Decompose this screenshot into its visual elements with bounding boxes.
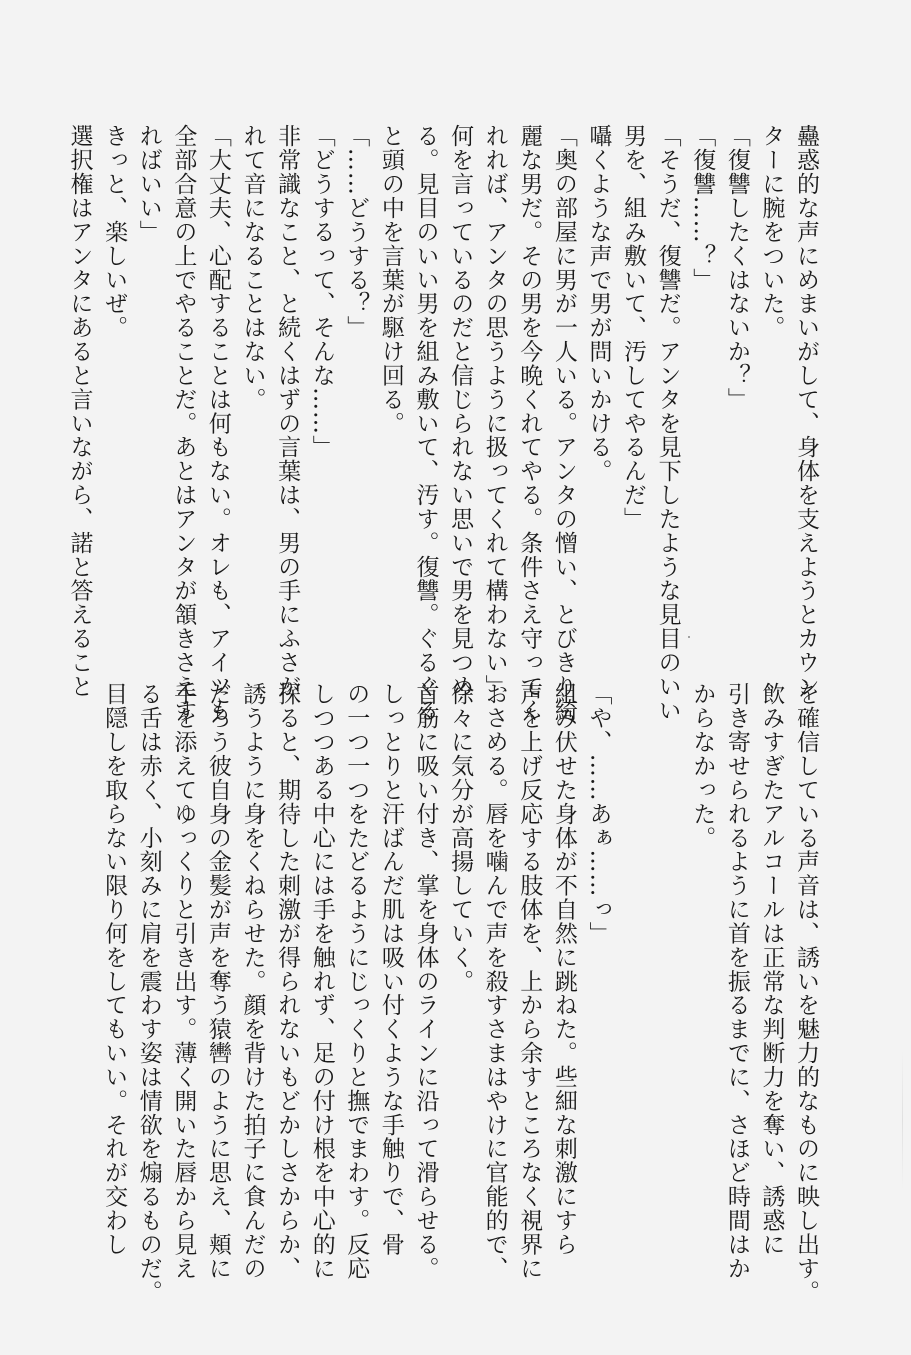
text-line: 引き寄せられるように首を振るまでに、さほど時間はか <box>723 682 750 1280</box>
text-line: 「復讐したくはないか？」 <box>723 124 750 412</box>
text-line: の一つ一つをたどるようにじっくりと撫でまわす。反応 <box>343 682 370 1280</box>
blank-line <box>615 682 650 1212</box>
text-block-lower <box>81 682 823 1304</box>
text-line: れて音になることはない。 <box>239 124 266 412</box>
text-line: れれば、アンタの思うように扱ってくれて構わない」 <box>481 124 508 699</box>
text-line: 徐々に気分が高揚していく。 <box>447 682 474 993</box>
text-line: 手を添えてゆっくりと引き出す。薄く開いた唇から見え <box>170 682 197 1280</box>
text-line: 目隠しを取らない限り何をしてもいい。それが交わし <box>101 682 128 1257</box>
text-line: 男を、組み敷いて、汚してやるんだ」 <box>620 124 647 531</box>
text-line: 探ると、期待した刺激が得られないもどかしさからか、 <box>274 682 301 1280</box>
text-line: しつつある中心には手を触れず、足の付け根を中心的に <box>308 682 335 1280</box>
text-line: 声を上げ反応する肢体を、上から余すところなく視界に <box>516 682 543 1280</box>
text-line: 囁くような声で男が問いかける。 <box>585 124 612 483</box>
text-line: 「奥の部屋に男が一人いる。アンタの憎い、とびきり綺 <box>550 124 577 722</box>
text-line: 「そうだ、復讐だ。アンタを見下したような見目のいい <box>654 124 681 722</box>
text-line: 何を言っているのだと信じられない思いで男を見つめ <box>447 124 474 699</box>
text-line: からなかった。 <box>689 682 716 850</box>
text-line: きっと、楽しいぜ。 <box>101 124 128 340</box>
text-line: しっとりと汗ばんだ肌は吸い付くような手触りで、骨 <box>377 682 404 1257</box>
text-line: 「や、……あぁ……っ」 <box>585 682 612 946</box>
text-line: 非常識なこと、と続くはずの言葉は、男の手にふさが <box>274 124 301 699</box>
text-line: だろう彼自身の金髪が声を奪う猿轡のように思え、頬に <box>204 682 231 1280</box>
text-line: 「……どうする？」 <box>343 124 370 340</box>
text-line: ターに腕をついた。 <box>758 124 785 340</box>
blank-line <box>650 682 685 1212</box>
scan-speck <box>688 636 690 638</box>
text-line: 全部合意の上でやることだ。あとはアンタが頷きさえす <box>170 124 197 722</box>
text-line: 蠱惑的な声にめまいがして、身体を支えようとカウン <box>793 124 819 699</box>
text-line: 麗な男だ。その男を今晩くれてやる。条件さえ守ってく <box>516 124 543 722</box>
text-line: 首筋に吸い付き、掌を身体のラインに沿って滑らせる。 <box>412 682 439 1280</box>
text-line: ればいい」 <box>135 124 162 244</box>
text-line: おさめる。唇を噛んで声を殺すさまはやけに官能的で、 <box>481 682 508 1280</box>
text-line: 「どうするって、そんな……」 <box>308 124 335 459</box>
text-block-upper <box>66 124 823 722</box>
text-line: と頭の中を言葉が駆け回る。 <box>377 124 404 435</box>
text-line: 組み伏せた身体が不自然に跳ねた。些細な刺激にすら <box>550 682 577 1257</box>
text-line: 「復讐……？」 <box>689 124 716 292</box>
text-line: る舌は赤く、小刻みに肩を震わす姿は情欲を煽るものだ。 <box>135 682 162 1304</box>
scan-edge-shadow <box>902 1050 903 1190</box>
text-line: 選択権はアンタにあると言いながら、諾と答えること <box>66 124 93 699</box>
text-line: 誘うように身をくねらせた。顔を背けた拍子に食んだの <box>239 682 266 1280</box>
text-line: る。見目のいい男を組み敷いて、汚す。復讐。ぐるぐる <box>412 124 439 722</box>
text-line: 「大丈夫、心配することは何もない。オレも、アイツも <box>204 124 231 722</box>
text-line: を確信している声音は、誘いを魅力的なものに映し出す。 <box>793 682 819 1304</box>
text-line: 飲みすぎたアルコールは正常な判断力を奪い、誘惑に <box>758 682 785 1257</box>
